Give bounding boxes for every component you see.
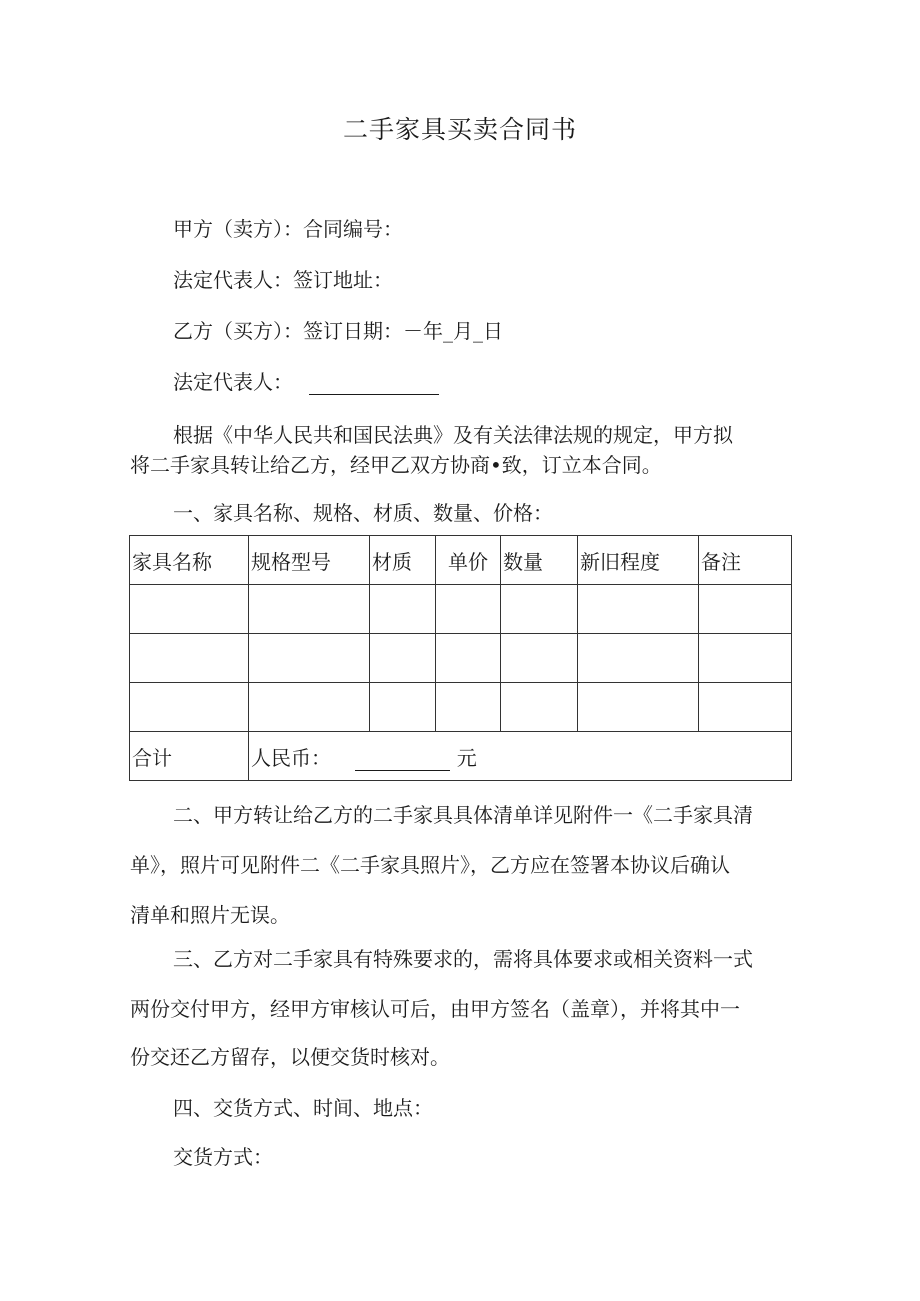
table-cell[interactable] — [501, 585, 578, 634]
table-cell[interactable] — [699, 585, 792, 634]
table-cell[interactable] — [578, 634, 699, 683]
total-amount-blank[interactable] — [355, 748, 450, 771]
table-row — [130, 683, 792, 732]
section4-heading: 四、交货方式、时间、地点： — [173, 1096, 433, 1120]
table-cell[interactable] — [436, 585, 501, 634]
party-b-line: 乙方（买方）：签订日期：－年_月_日 — [173, 319, 503, 343]
table-cell[interactable] — [436, 683, 501, 732]
rep-b-line — [173, 369, 835, 395]
table-cell[interactable] — [501, 634, 578, 683]
header-remark: 备注 — [699, 536, 792, 585]
table-total-row — [130, 732, 792, 781]
section3-line-2: 两份交付甲方，经甲方审核认可后，由甲方签名（盖章），并将其中一 — [130, 997, 740, 1021]
contract-title: 二手家具买卖合同书 — [342, 115, 577, 144]
table-header-row — [130, 536, 792, 585]
delivery-method-label: 交货方式： — [173, 1145, 273, 1169]
table-cell[interactable] — [578, 683, 699, 732]
table-cell[interactable] — [130, 634, 249, 683]
table-cell[interactable] — [699, 683, 792, 732]
total-suffix: 元 — [456, 745, 477, 770]
section1-heading: 一、家具名称、规格、材质、数量、价格： — [173, 501, 553, 525]
section3-line-3: 份交还乙方留存，以便交货时核对。 — [130, 1045, 450, 1069]
section2-line-1: 二、甲方转让给乙方的二手家具具体清单详见附件一《二手家具清 — [173, 803, 753, 827]
table-cell[interactable] — [249, 634, 370, 683]
table-cell[interactable] — [370, 634, 436, 683]
section2-line-3: 清单和照片无误。 — [130, 903, 290, 927]
header-spec: 规格型号 — [249, 536, 370, 585]
party-a-line: 甲方（卖方）：合同编号： — [173, 217, 403, 241]
table-cell[interactable] — [699, 634, 792, 683]
rep-b-blank — [309, 372, 439, 395]
rep-b-label: 法定代表人： — [173, 370, 293, 394]
total-amount-cell — [249, 732, 792, 781]
rep-a-line: 法定代表人：签订地址： — [173, 268, 393, 292]
section2-line-2: 单》，照片可见附件二《二手家具照片》，乙方应在签署本协议后确认 — [130, 853, 730, 877]
table-cell[interactable] — [249, 585, 370, 634]
table-cell[interactable] — [130, 585, 249, 634]
header-condition: 新旧程度 — [578, 536, 699, 585]
header-material: 材质 — [370, 536, 436, 585]
table-row — [130, 634, 792, 683]
table-row — [130, 585, 792, 634]
table-cell[interactable] — [249, 683, 370, 732]
section3-line-1: 三、乙方对二手家具有特殊要求的，需将具体要求或相关资料一式 — [173, 947, 753, 971]
total-prefix: 人民币： — [251, 745, 331, 770]
header-unit-price: 单价 — [436, 536, 501, 585]
table-cell[interactable] — [436, 634, 501, 683]
table-cell[interactable] — [370, 683, 436, 732]
table-cell[interactable] — [501, 683, 578, 732]
intro-line-2: 将二手家具转让给乙方，经甲乙双方协商•致，订立本合同。 — [130, 453, 662, 477]
table-cell[interactable] — [370, 585, 436, 634]
table-cell[interactable] — [130, 683, 249, 732]
header-quantity: 数量 — [501, 536, 578, 585]
total-label: 合计 — [130, 732, 249, 781]
table-cell[interactable] — [578, 585, 699, 634]
furniture-table — [129, 535, 792, 781]
intro-line-1: 根据《中华人民共和国民法典》及有关法律法规的规定，甲方拟 — [173, 423, 733, 447]
header-name: 家具名称 — [130, 536, 249, 585]
